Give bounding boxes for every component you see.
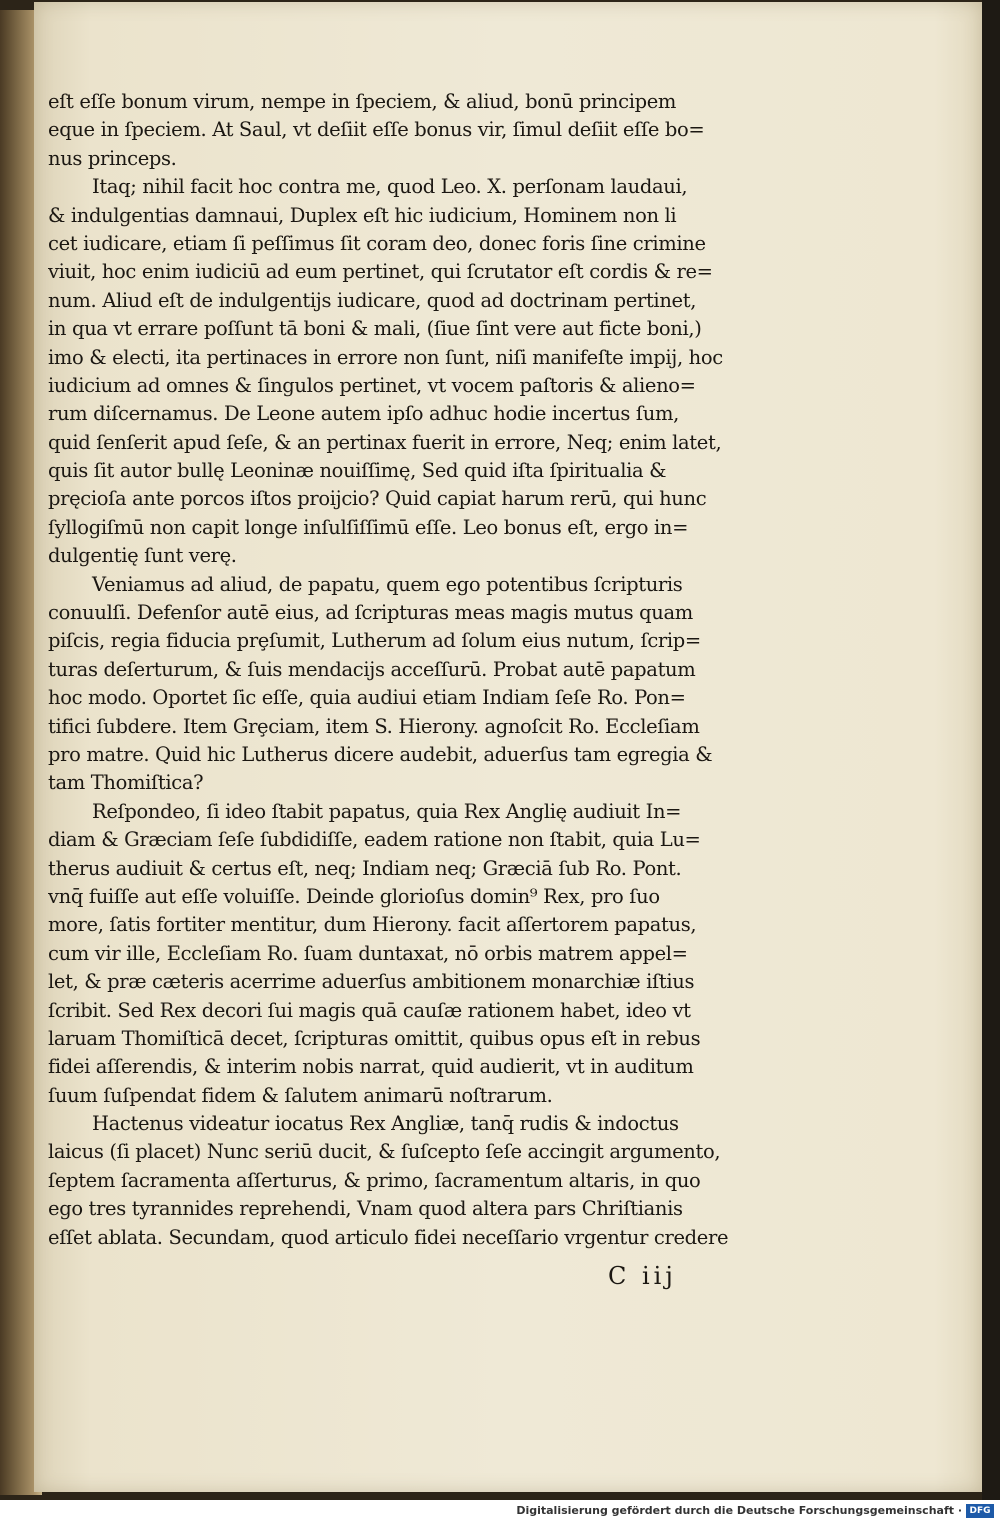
text-line: laicus (ſi placet) Nunc seriū ducit, & ſuſcepto ſeſe accingit argumento, <box>48 1140 721 1164</box>
text-line: piſcis, regia fiducia prȩſumit, Lutherum ad ſolum eius nutum, ſcrip= <box>48 629 701 653</box>
text-line: iudicium ad omnes & ſingulos pertinet, vt vocem paſtoris & alieno= <box>48 373 696 397</box>
text-line: ſeptem ſacramenta aſſerturus, & primo, ſacramentum altaris, in quo <box>48 1168 701 1192</box>
text-line: in qua vt errare poſſunt tā boni & mali, (ſiue ſint vere aut ficte boni,) <box>48 317 702 341</box>
digitization-footer <box>0 1500 1000 1523</box>
text-line: viuit, hoc enim iudiciū ad eum pertinet, qui ſcrutator eſt cordis & re= <box>48 260 713 284</box>
text-line: pręcioſa ante porcos iſtos proijcio? Quid capiat harum rerū, qui hunc <box>48 487 707 511</box>
text-line: pro matre. Quid hic Lutherus dicere audebit, aduerſus tam egregia & <box>48 742 713 766</box>
text-line: laruam Thomiſticā decet, ſcripturas omittit, quibus opus eſt in rebus <box>48 1026 701 1050</box>
text-line: eque in ſpeciem. At Saul, vt deſiit eſſe bonus vir, ſimul deſiit eſſe bo= <box>48 118 705 142</box>
text-line: & indulgentias damnaui, Duplex eſt hic iudicium, Hominem non li <box>48 203 677 227</box>
text-line: imo & electi, ita pertinaces in errore non ſunt, niſi manifeſte impij, hoc <box>48 345 723 369</box>
text-line: ſcribit. Sed Rex decori ſui magis quā cauſæ rationem habet, ideo vt <box>48 998 691 1022</box>
text-line: num. Aliud eſt de indulgentijs iudicare, quod ad doctrinam pertinet, <box>48 288 697 312</box>
text-line: nus princeps. <box>48 146 177 170</box>
text-line: cum vir ille, Eccleſiam Ro. ſuam duntaxat, nō orbis matrem appel= <box>48 941 688 965</box>
text-line: therus audiuit & certus eſt, neq; Indiam neq; Græciā ſub Ro. Pont. <box>48 856 682 880</box>
text-line: conuulſi. Defenſor autē eius, ad ſcripturas meas magis mutus quam <box>48 601 693 625</box>
text-line: diam & Græciam ſeſe ſubdidiſſe, eadem ratione non ſtabit, quia Lu= <box>48 828 701 852</box>
text-line: hoc modo. Oportet ſic eſſe, quia audiui etiam Indiam ſeſe Ro. Pon= <box>48 686 686 710</box>
text-line: tam Thomiſtica? <box>48 771 204 795</box>
page-text-block <box>48 88 808 1252</box>
text-line: quis ſit autor bullę Leoninæ nouiſſimę, Sed quid iſta ſpiritualia & <box>48 459 667 483</box>
scan-border-right <box>982 0 1000 1500</box>
page-signature-mark: C iij <box>608 1262 677 1290</box>
text-line: rum diſcernamus. De Leone autem ipſo adhuc hodie incertus ſum, <box>48 402 679 426</box>
footer-credit-text: Digitalisierung gefördert durch die Deutsche Forschungsgemeinschaft · <box>516 1504 962 1517</box>
text-line: ſuum ſuſpendat fidem & ſalutem animarū noſtrarum. <box>48 1083 553 1107</box>
text-line: more, ſatis fortiter mentitur, dum Hierony. facit aſſertorem papatus, <box>48 913 697 937</box>
text-line: quid ſenſerit apud ſeſe, & an pertinax fuerit in errore, Neq; enim latet, <box>48 430 722 454</box>
dfg-logo: DFG <box>966 1504 994 1518</box>
text-line: fidei aſſerendis, & interim nobis narrat, quid audierit, vt in auditum <box>48 1055 694 1079</box>
text-line: cet iudicare, etiam ſi peſſimus ſit coram deo, donec foris ſine crimine <box>48 231 706 255</box>
text-line: vnq̄ fuiſſe aut eſſe voluiſſe. Deinde glorioſus domin⁹ Rex, pro ſuo <box>48 884 660 908</box>
text-line: Hactenus videatur iocatus Rex Angliæ, tanq̄ rudis & indoctus <box>92 1112 679 1136</box>
text-line: turas deſerturum, & ſuis mendacijs acceſſurū. Probat autē papatum <box>48 657 696 681</box>
text-line: tifici ſubdere. Item Grȩciam, item S. Hierony. agnoſcit Ro. Eccleſiam <box>48 714 700 738</box>
text-line: eſt eſſe bonum virum, nempe in ſpeciem, & aliud, bonū principem <box>48 90 677 113</box>
text-line: let, & præ cæteris acerrime aduerſus ambitionem monarchiæ iſtius <box>48 970 695 994</box>
text-line: Reſpondeo, ſi ideo ſtabit papatus, quia Rex Anglię audiuit In= <box>92 799 682 823</box>
text-line: Veniamus ad aliud, de papatu, quem ego potentibus ſcripturis <box>92 572 683 596</box>
text-line: ſyllogiſmū non capit longe inſulſiſſimū eſſe. Leo bonus eſt, ergo in= <box>48 515 689 539</box>
text-line: dulgentię ſunt verę. <box>48 544 237 568</box>
text-line: ego tres tyrannides reprehendi, Vnam quod altera pars Chriſtianis <box>48 1197 683 1221</box>
text-line: Itaq; nihil facit hoc contra me, quod Leo. X. perſonam laudaui, <box>92 175 688 199</box>
text-line: eſſet ablata. Secundam, quod articulo fidei neceſſario vrgentur credere <box>48 1225 729 1249</box>
